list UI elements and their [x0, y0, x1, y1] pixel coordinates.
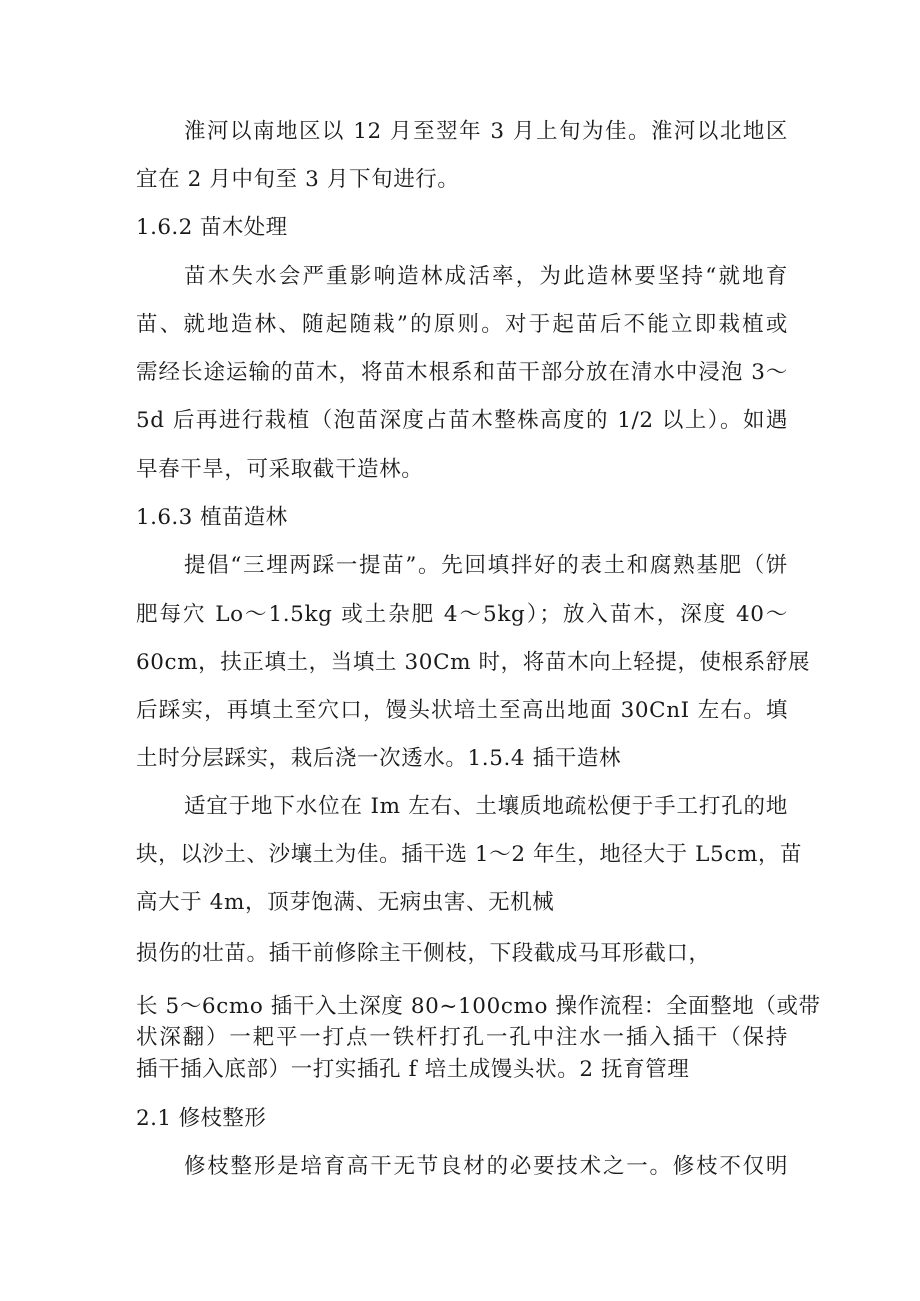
section-heading: 2.1 修枝整形 — [136, 1106, 267, 1131]
paragraph-line: 60cm，扶正填土，当填土 30Cm 时，将苗木向上轻提，使根系舒展 — [136, 650, 811, 675]
paragraph-line: 状深翻）一耙平一打点一铁杆打孔一孔中注水一插入插干（保持 — [136, 1025, 788, 1050]
paragraph-line: 苗木失水会严重影响造林成活率，为此造林要坚持“就地育 — [184, 264, 788, 289]
paragraph-line: 宜在 2 月中旬至 3 月下旬进行。 — [136, 167, 460, 192]
paragraph-line: 早春干旱，可采取截干造林。 — [136, 457, 424, 482]
paragraph-line: 长 5～6cmo 插干入土深度 80~100cmo 操作流程：全面整地（或带 — [136, 994, 821, 1019]
paragraph-line: 需经长途运输的苗木，将苗木根系和苗干部分放在清水中浸泡 3～ — [136, 360, 788, 385]
paragraph-line: 苗、就地造林、随起随栽”的原则。对于起苗后不能立即栽植或 — [136, 312, 788, 337]
paragraph-line: 淮河以南地区以 12 月至翌年 3 月上旬为佳。淮河以北地区 — [184, 119, 788, 144]
section-heading: 1.6.2 苗木处理 — [136, 215, 288, 240]
paragraph-line: 肥每穴 Lo～1.5kg 或土杂肥 4～5kg）；放入苗木，深度 40～ — [136, 602, 788, 627]
paragraph-line: 修枝整形是培育高干无节良材的必要技术之一。修枝不仅明 — [184, 1154, 788, 1179]
paragraph-line: 后踩实，再填土至穴口，馒头状培土至高出地面 30CnI 左右。填 — [136, 698, 788, 723]
section-heading: 1.6.3 植苗造林 — [136, 505, 288, 530]
paragraph-line: 土时分层踩实，栽后浇一次透水。1.5.4 插干造林 — [136, 746, 622, 771]
paragraph-line: 5d 后再进行栽植（泡苗深度占苗木整株高度的 1/2 以上）。如遇 — [136, 408, 788, 433]
paragraph-line: 块，以沙土、沙壤土为佳。插干选 1～2 年生，地径大于 L5cm，苗 — [136, 842, 803, 867]
paragraph-line: 适宜于地下水位在 Im 左右、土壤质地疏松便于手工打孔的地 — [184, 794, 788, 819]
paragraph-line: 插干插入底部）一打实插孔 f 培土成馒头状。2 抚育管理 — [136, 1057, 690, 1082]
paragraph-line: 提倡“三埋两踩一提苗”。先回填拌好的表土和腐熟基肥（饼 — [184, 553, 788, 578]
paragraph-line: 损伤的壮苗。插干前修除主干侧枝，下段截成马耳形截口， — [136, 941, 711, 966]
paragraph-line: 高大于 4m，顶芽饱满、无病虫害、无机械 — [136, 890, 555, 915]
